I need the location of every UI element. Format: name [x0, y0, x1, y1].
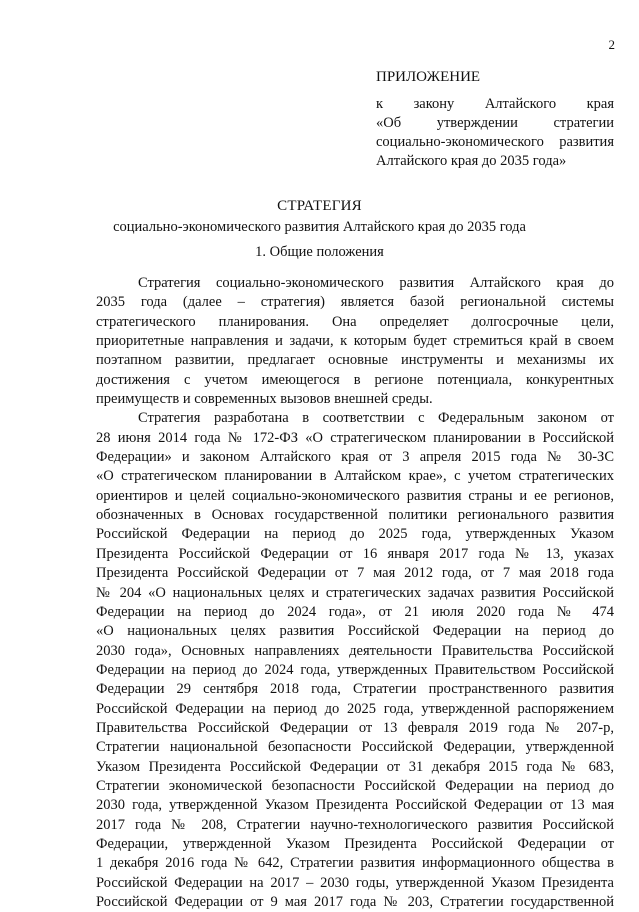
text-line: Федерации, утвержденной Указом Президента Российской Федерации от: [96, 835, 614, 852]
appendix-line: Алтайского края до 2035 года»: [376, 153, 567, 169]
text-line: Федерации 29 сентября 2018 года, Стратегии пространственного развития: [96, 681, 614, 698]
appendix-line: к закону Алтайского края: [376, 96, 614, 112]
text-line: Президента Российской Федерации от 7 мая 2012 года, от 7 мая 2018 года: [96, 565, 614, 582]
appendix-line: социально-экономического развития: [376, 134, 614, 150]
paragraph-1: [96, 274, 614, 409]
appendix-block: [376, 68, 614, 171]
page-number: 2: [608, 37, 615, 52]
appendix-title: ПРИЛОЖЕНИЕ: [376, 69, 481, 85]
text-line: Стратегия социально-экономического развития Алтайского края до: [138, 275, 614, 291]
text-line: поэтапном развитии, предлагает основные инструменты и механизмы их: [96, 352, 614, 369]
text-line: 2035 года (далее – стратегия) является базой региональной системы: [96, 294, 614, 311]
text-line: Федерации» и законом Алтайского края от 3 апреля 2015 года № 30-ЗС: [96, 449, 614, 466]
text-line: «О национальных целях развития Российской Федерации на период до: [96, 623, 614, 640]
text-line: 2030 года, утвержденной Указом Президента Российской Федерации от 13 мая: [96, 797, 614, 814]
text-line: Российской Федерации на период до 2025 года, утвержденных Указом: [96, 526, 614, 543]
text-line: Стратегия разработана в соответствии с Федеральным законом от: [138, 410, 614, 427]
text-line: 2030 года», Основных направлениях деятельности Правительства Российской: [96, 642, 614, 659]
text-line: стратегического планирования. Она определяет долгосрочные цели,: [96, 313, 614, 330]
text-line: «О стратегическом планировании в Алтайском крае», с учетом стратегических: [96, 468, 614, 485]
text-line: Указом Президента Российской Федерации от 31 декабря 2015 года № 683,: [96, 758, 614, 775]
text-line: ориентиров и целей социально-экономического развития страны и ее регионов,: [96, 487, 614, 504]
text-line: 1 декабря 2016 года № 642, Стратегии развития информационного общества в: [96, 855, 614, 872]
text-line: приоритетные направления и задачи, к которым будет стремиться край в своем: [96, 333, 614, 350]
text-line: 2017 года № 208, Стратегии научно-технологического развития Российской: [96, 816, 614, 833]
text-line: Правительства Российской Федерации от 13 февраля 2019 года № 207-р,: [96, 719, 614, 736]
text-line: Российской Федерации от 9 мая 2017 года № 203, Стратегии государственной: [96, 894, 614, 910]
text-line: Федерации на период до 2024 года», от 21 июля 2020 года № 474: [96, 603, 614, 620]
text-line: Российской Федерации на период до 2025 года, утвержденной распоряжением: [96, 700, 614, 717]
text-line: № 204 «О национальных целях и стратегических задачах развития Российской: [96, 584, 614, 601]
text-line: Стратегии экономической безопасности Российской Федерации на период до: [96, 777, 614, 794]
paragraph-2: [96, 409, 614, 912]
text-line: Российской Федерации на 2017 – 2030 годы, утвержденной Указом Президента: [96, 874, 614, 891]
text-line: достижения с учетом имеющегося в регионе потенциала, конкурентных: [96, 371, 614, 388]
text-line: обозначенных в Основах государственной политики регионального развития: [96, 507, 614, 524]
text-line: преимуществ и современных вызовов внешней среды.: [96, 391, 433, 408]
document-subtitle: социально-экономического развития Алтайского края до 2035 года: [113, 219, 526, 235]
text-line: Президента Российской Федерации от 16 января 2017 года № 13, указах: [96, 545, 614, 562]
text-line: 28 июня 2014 года № 172-ФЗ «О стратегическом планировании в Российской: [96, 429, 614, 446]
text-line: Стратегии национальной безопасности Российской Федерации, утвержденной: [96, 739, 614, 756]
text-line: Федерации на период до 2024 года, утвержденных Правительством Российской: [96, 661, 614, 678]
section-heading: 1. Общие положения: [255, 244, 384, 260]
document-title: СТРАТЕГИЯ: [277, 198, 362, 214]
appendix-line: «Об утверждении стратегии: [376, 115, 614, 131]
body-text: [96, 274, 614, 912]
